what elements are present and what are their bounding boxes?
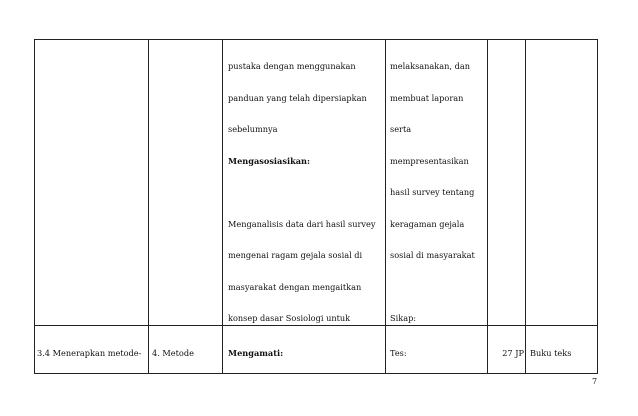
column-border (597, 39, 598, 373)
time-allocation-cell (488, 327, 524, 372)
learning-activities-cell (228, 40, 384, 324)
section-heading: Mengamati: (228, 348, 284, 358)
assessment-cell (390, 40, 486, 324)
text-line: konsep dasar Sosiologi untuk (228, 313, 351, 323)
subject-material-cell (152, 327, 221, 372)
text-line: sosial di masyarakat (390, 250, 475, 260)
text-line: mempresentasikan (390, 155, 469, 166)
text-line: Menganalisis data dari hasil survey (228, 218, 376, 229)
text-line: 4. Metode (152, 348, 194, 358)
text-line: Buku teks (530, 348, 572, 358)
text-line: mengenai ragam gejala sosial di (228, 250, 363, 260)
text-line: keragaman gejala (390, 218, 465, 229)
page-number: 7 (592, 377, 598, 386)
column-border (222, 39, 223, 373)
text-line: 3.4 Menerapkan metode- (37, 348, 142, 358)
text-line: pustaka dengan menggunakan (228, 61, 356, 71)
text-line (228, 187, 384, 198)
text-line: sebelumnya (228, 124, 278, 134)
learning-resources-cell (530, 327, 596, 372)
text-line: serta (390, 124, 412, 134)
text-line (390, 282, 486, 293)
learning-activities-cell (228, 327, 384, 372)
column-border (148, 39, 149, 373)
column-border (385, 39, 386, 373)
basic-competency-cell (37, 327, 147, 372)
column-border (34, 39, 35, 373)
assessment-cell (390, 327, 486, 372)
column-border (525, 39, 526, 373)
time-allocation: 27 JP (502, 348, 524, 358)
column-border (487, 39, 488, 373)
text-line: masyarakat dengan mengaitkan (228, 281, 362, 292)
text-line: Sikap: (390, 313, 417, 323)
section-heading: Mengasosiasikan: (228, 155, 311, 166)
text-line: membuat laporan (390, 92, 464, 103)
text-line: Tes: (390, 348, 407, 358)
table-bottom-border (34, 373, 598, 374)
text-line: panduan yang telah dipersiapkan (228, 92, 367, 103)
text-line: melaksanakan, dan (390, 61, 471, 71)
text-line: hasil survey tentang (390, 187, 475, 197)
row-divider (34, 325, 598, 326)
